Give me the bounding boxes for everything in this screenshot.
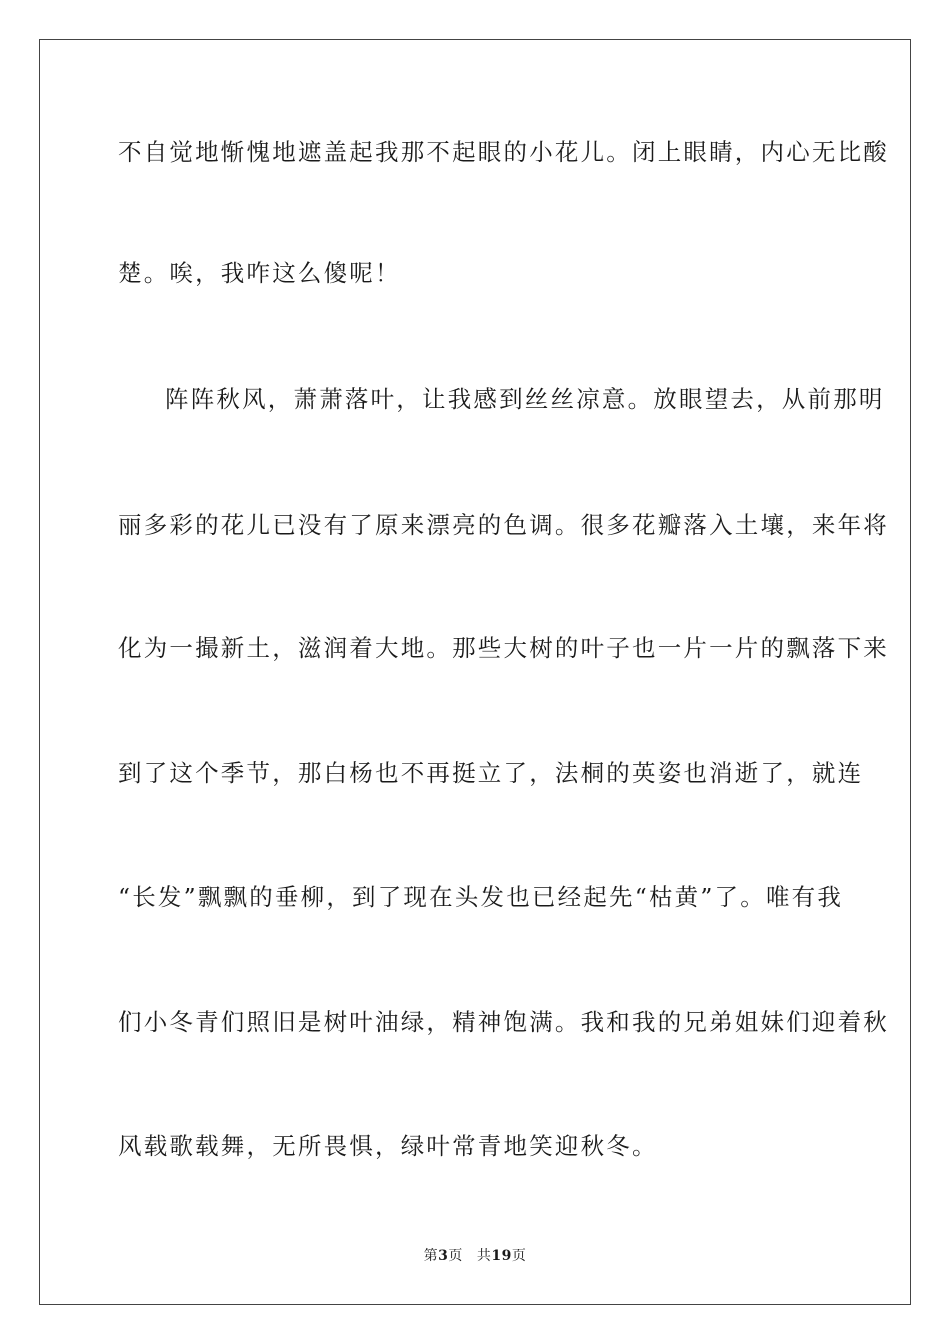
total-suffix: 页 (511, 1248, 527, 1264)
page-suffix: 页 (448, 1248, 463, 1264)
text-line-2: 楚。唉，我咋这么傻呢！ (118, 259, 401, 287)
text-line-7: “长发”飘飘的垂柳，到了现在头发也已经起先“枯黄”了。唯有我 (118, 883, 844, 911)
text-line-3: 阵阵秋风，萧萧落叶，让我感到丝丝凉意。放眼望去，从前那明 (165, 385, 885, 413)
total-prefix: 共 (476, 1248, 492, 1264)
page-prefix: 第 (423, 1248, 439, 1264)
page-border (39, 39, 911, 1305)
text-line-4: 丽多彩的花儿已没有了原来漂亮的色调。很多花瓣落入土壤，来年将 (118, 511, 889, 539)
text-line-9: 风载歌载舞，无所畏惧，绿叶常青地笑迎秋冬。 (118, 1132, 658, 1160)
total-pages: 19 (491, 1248, 512, 1264)
text-line-1: 不自觉地惭愧地遮盖起我那不起眼的小花儿。闭上眼睛，内心无比酸 (118, 138, 889, 166)
text-line-6: 到了这个季节，那白杨也不再挺立了，法桐的英姿也消逝了，就连 (118, 759, 864, 787)
page-number: 3 (438, 1248, 449, 1264)
text-line-8: 们小冬青们照旧是树叶油绿，精神饱满。我和我的兄弟姐妹们迎着秋 (118, 1008, 889, 1036)
page-footer (0, 1246, 950, 1266)
text-line-5: 化为一撮新土，滋润着大地。那些大树的叶子也一片一片的飘落下来 (118, 634, 889, 662)
